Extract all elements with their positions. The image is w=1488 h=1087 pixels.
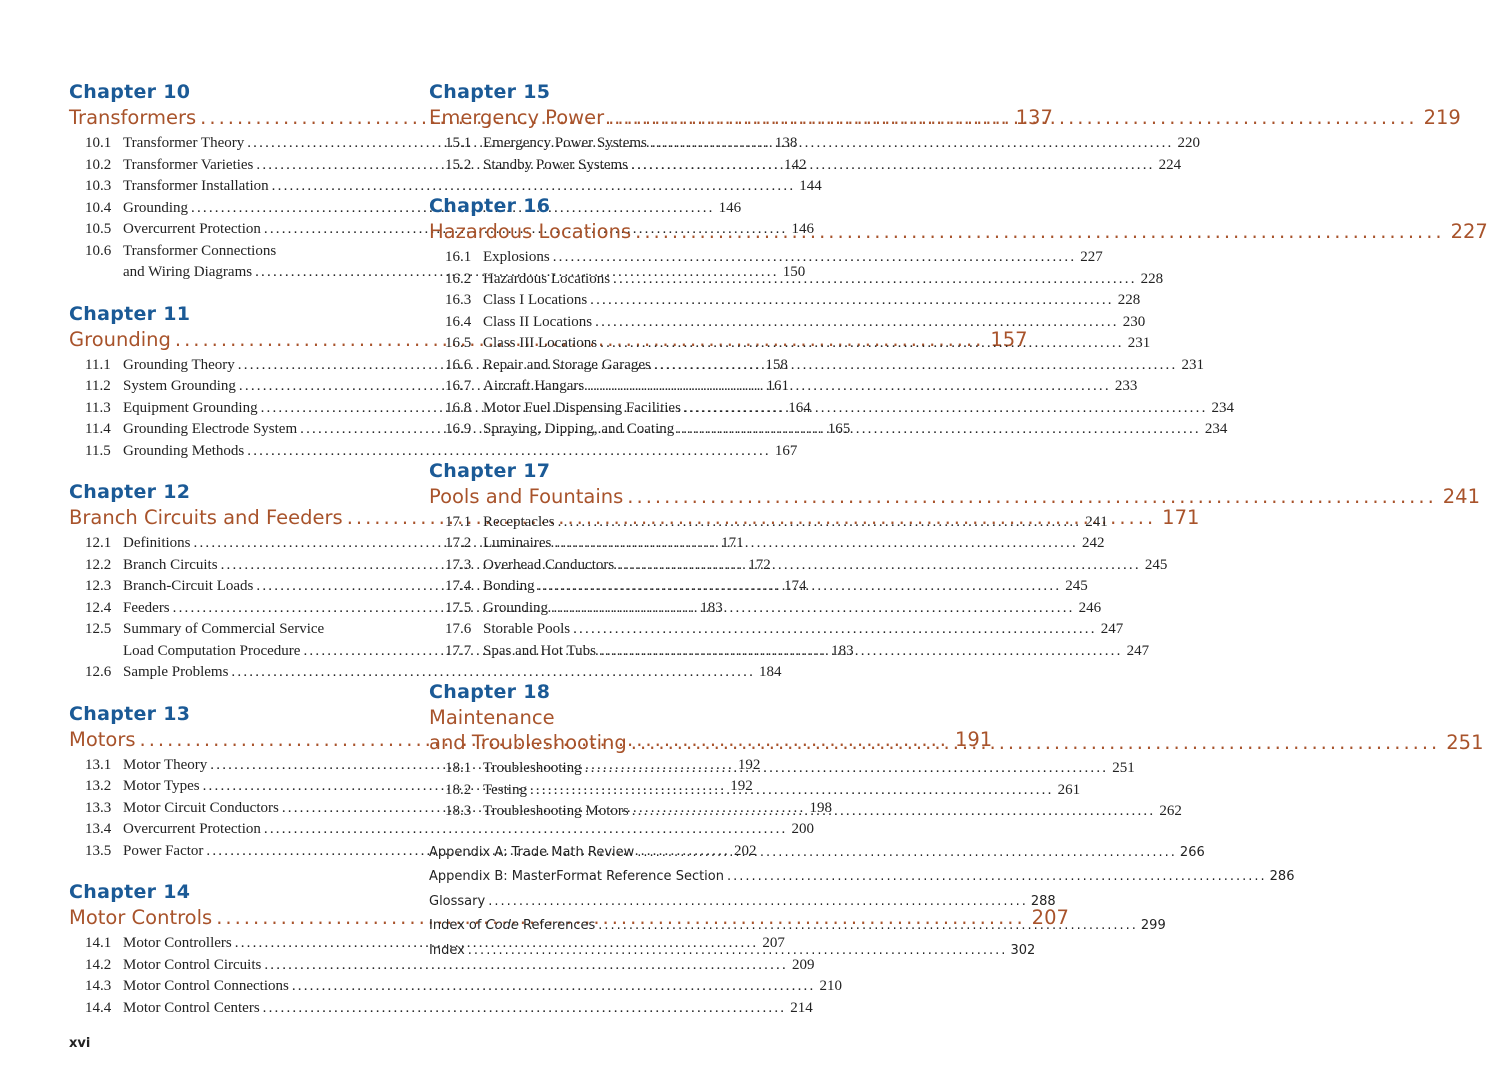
dot-leader (573, 619, 1097, 641)
section-line (483, 133, 1200, 155)
section-page-number: 172 (748, 556, 771, 573)
dot-leader (727, 865, 1267, 890)
section-entry[interactable] (85, 441, 798, 463)
chapter-title-text: Emergency Power (429, 106, 605, 129)
section-number: 10.3 (85, 178, 112, 194)
section-title: Load Computation Procedure (123, 642, 301, 659)
section-title: Transformer Installation (123, 178, 269, 194)
section-page-number: 200 (791, 821, 814, 837)
dot-leader (587, 376, 1111, 398)
chapter-title-text: Motors (69, 727, 136, 751)
section-page-number: 174 (784, 578, 807, 594)
section-number: 12.5 (85, 621, 112, 637)
section-entry[interactable] (445, 758, 1135, 780)
section-page-number: 167 (774, 442, 798, 459)
section-line (483, 290, 1140, 312)
section-body (483, 133, 1200, 155)
section-entry[interactable] (445, 780, 1081, 802)
dot-leader (468, 939, 1008, 964)
back-matter-page-number: 286 (1269, 869, 1295, 884)
section-body (483, 801, 1182, 823)
back-matter-title: Appendix B: MasterFormat Reference Section (429, 869, 724, 884)
section-number: 10.6 (85, 242, 112, 259)
section-page-number: 146 (718, 199, 742, 216)
section-page-number: 228 (1117, 292, 1141, 308)
dot-leader (551, 598, 1075, 620)
back-matter-page-number: 302 (1010, 942, 1036, 958)
dot-leader (598, 914, 1138, 939)
section-entry[interactable] (445, 619, 1124, 641)
section-page-number: 184 (759, 664, 782, 680)
chapter-label: Chapter 18 (429, 681, 551, 703)
section-line (123, 998, 813, 1020)
back-matter-title: Appendix A: Trade Math Review (429, 844, 635, 860)
section-title: Troubleshooting (483, 760, 582, 776)
section-title: Explosions (483, 249, 550, 265)
chapter-page-number: 171 (1162, 506, 1200, 529)
chapter-title-text: Transformers (69, 106, 197, 129)
section-title: Spas and Hot Tubs (483, 642, 596, 659)
section-title: Motor Fuel Dispensing Facilities (483, 399, 681, 416)
chapter-page-number: 191 (954, 727, 993, 751)
chapter-label: Chapter 17 (429, 459, 551, 482)
section-line (483, 355, 1204, 377)
section-page-number: 228 (1140, 270, 1164, 287)
section-title: Aircraft Hangars (483, 378, 585, 394)
section-body (483, 290, 1140, 312)
dot-leader (553, 247, 1077, 269)
section-body (483, 398, 1234, 420)
section-line (483, 801, 1182, 823)
section-title: Feeders (123, 599, 170, 616)
section-number: 18.2 (445, 781, 472, 798)
dot-leader (595, 312, 1119, 334)
back-matter-page-number: 288 (1030, 893, 1056, 909)
section-page-number: 245 (1065, 578, 1088, 594)
section-page-number: 245 (1144, 556, 1168, 573)
section-page-number: 209 (791, 956, 815, 973)
section-body (483, 598, 1101, 620)
section-page-number: 231 (1181, 356, 1204, 373)
section-title: Grounding Methods (123, 442, 245, 459)
dot-leader (488, 890, 1028, 915)
section-title: Motor Control Centers (123, 999, 260, 1016)
back-matter-title: Index (429, 942, 465, 958)
section-title: Grounding (123, 199, 188, 216)
chapter-page-number: 219 (1423, 106, 1461, 129)
section-number: 10.1 (85, 135, 112, 151)
section-title: Grounding Theory (123, 356, 235, 373)
section-title: Bonding (483, 578, 535, 594)
section-number: 17.5 (445, 599, 472, 616)
section-entry[interactable] (445, 555, 1168, 577)
section-page-number: 220 (1177, 135, 1200, 151)
section-page-number: 164 (788, 399, 811, 416)
section-line (483, 419, 1227, 441)
section-number: 17.4 (445, 578, 472, 594)
section-title: Storable Pools (483, 621, 571, 637)
section-entry[interactable] (445, 533, 1105, 555)
section-number: 11.4 (85, 421, 111, 437)
section-title: Class II Locations (483, 313, 593, 330)
chapter-title[interactable] (429, 484, 1480, 509)
section-title: Overcurrent Protection (123, 221, 261, 237)
section-number: 18.1 (445, 760, 472, 776)
dot-leader (632, 801, 1156, 823)
section-body (483, 269, 1163, 291)
back-matter-page-number: 266 (1179, 844, 1205, 860)
back-matter-entry[interactable] (429, 890, 1056, 915)
section-title: Motor Types (123, 778, 200, 794)
section-title: Definitions (123, 535, 191, 551)
section-title: Hazardous Locations (483, 270, 611, 287)
section-number: 12.4 (85, 599, 112, 616)
section-page-number: 210 (819, 978, 842, 994)
section-line (483, 333, 1150, 355)
chapter-title-text: Branch Circuits and Feeders (69, 506, 343, 529)
dot-leader (608, 105, 1417, 130)
section-line (483, 533, 1104, 555)
section-number: 11.2 (85, 378, 111, 394)
section-title: Repair and Storage Garages (483, 356, 651, 373)
section-number: 16.7 (445, 378, 472, 394)
section-page-number: 207 (762, 935, 785, 951)
section-line (483, 376, 1137, 398)
section-number: 13.1 (85, 756, 112, 773)
section-number: 16.9 (445, 421, 472, 437)
chapter-label: Chapter 12 (69, 481, 191, 503)
section-body (483, 376, 1137, 398)
section-page-number: 247 (1126, 642, 1150, 659)
section-number: 14.3 (85, 978, 112, 994)
section-line (483, 780, 1080, 802)
dot-leader (637, 841, 1177, 866)
section-title: Grounding (483, 599, 548, 616)
section-number: 17.1 (445, 513, 472, 530)
section-page-number: 183 (700, 599, 723, 616)
section-line (483, 398, 1234, 420)
chapter-title-text: Motor Controls (69, 906, 213, 929)
section-page-number: 262 (1159, 803, 1182, 819)
section-page-number: 202 (734, 842, 757, 859)
section-number: 15.2 (445, 156, 472, 173)
section-page-number: 231 (1127, 335, 1151, 351)
section-number: 13.2 (85, 778, 112, 794)
chapter-label: Chapter 10 (69, 81, 191, 103)
section-title: Power Factor (123, 842, 204, 859)
back-matter-title: Index of Code References (429, 918, 596, 933)
dot-leader (635, 219, 1444, 244)
section-number: 13.3 (85, 799, 112, 816)
chapter-page-number: 157 (990, 327, 1028, 351)
section-line (483, 619, 1123, 641)
section-title: and Wiring Diagrams (123, 264, 253, 280)
section-body (483, 312, 1145, 334)
dot-leader (684, 398, 1208, 420)
section-body (483, 555, 1167, 577)
chapter-page-number: 251 (1446, 731, 1484, 754)
section-title: Class III Locations (483, 335, 598, 351)
section-body (123, 998, 813, 1020)
section-number: 12.6 (85, 664, 112, 680)
section-number: 13.5 (85, 842, 112, 859)
chapter-page-number: 241 (1442, 484, 1480, 508)
section-line (483, 555, 1167, 577)
section-entry[interactable] (85, 976, 842, 998)
section-line (483, 598, 1101, 620)
dot-leader (613, 269, 1137, 291)
section-page-number: 183 (831, 642, 854, 659)
dot-leader (627, 484, 1436, 509)
section-number: 13.4 (85, 821, 112, 837)
section-page-number: 241 (1085, 513, 1108, 530)
dot-leader (538, 576, 1062, 598)
section-number: 11.5 (85, 442, 111, 459)
chapter-page-number: 137 (1015, 106, 1053, 129)
chapter-label: Chapter 14 (69, 881, 191, 903)
dot-leader (292, 976, 816, 998)
section-number: 17.2 (445, 535, 472, 551)
chapter-title-text: and Troubleshooting (429, 731, 627, 754)
section-line (123, 976, 842, 998)
section-body (483, 641, 1149, 663)
section-title: Troubleshooting Motors (483, 803, 629, 819)
section-title: Motor Theory (123, 756, 208, 773)
section-page-number: 161 (766, 378, 790, 394)
section-entry[interactable] (85, 176, 822, 198)
section-number: 15.1 (445, 135, 472, 151)
section-page-number: 224 (1158, 156, 1182, 173)
section-entry[interactable] (445, 576, 1088, 598)
section-title: Receptacles (483, 513, 555, 530)
section-body (483, 533, 1104, 555)
section-title: Overhead Conductors (483, 556, 615, 573)
dot-leader (263, 998, 787, 1020)
section-page-number: 234 (1211, 399, 1235, 416)
back-matter-page-number: 299 (1140, 918, 1166, 933)
section-number: 14.2 (85, 956, 112, 973)
section-page-number: 251 (1112, 760, 1135, 776)
section-page-number: 144 (799, 178, 822, 194)
dot-leader (650, 133, 1174, 155)
section-title: Sample Problems (123, 664, 229, 680)
section-line (483, 247, 1103, 269)
section-entry[interactable] (85, 819, 814, 841)
dot-leader (530, 780, 1054, 802)
section-line (483, 576, 1088, 598)
section-body (483, 780, 1080, 802)
chapter-label: Chapter 16 (429, 195, 551, 217)
section-page-number: 261 (1057, 781, 1081, 798)
section-entry[interactable] (85, 662, 782, 684)
section-title: Branch Circuits (123, 556, 218, 573)
section-page-number: 198 (809, 799, 832, 816)
section-line (483, 269, 1163, 291)
section-line (483, 641, 1149, 663)
section-title: Standby Power Systems (483, 156, 629, 173)
chapter-page-number: 207 (1031, 906, 1069, 929)
section-entry[interactable] (445, 598, 1102, 620)
section-body (483, 619, 1123, 641)
section-title: Motor Control Connections (123, 978, 289, 994)
section-page-number: 146 (791, 221, 814, 237)
section-entry[interactable] (445, 312, 1146, 334)
chapter-title-text: Maintenance (429, 706, 555, 729)
section-title: Branch-Circuit Loads (123, 578, 254, 594)
section-page-number: 192 (737, 756, 761, 773)
section-page-number: 165 (827, 421, 851, 437)
section-number: 11.3 (85, 399, 111, 416)
italic-word: Code (485, 918, 519, 933)
dot-leader (599, 641, 1123, 663)
chapter-label: Chapter 11 (69, 302, 191, 325)
dot-leader (617, 555, 1141, 577)
section-number: 12.3 (85, 578, 112, 594)
section-title: Class I Locations (483, 292, 588, 308)
section-page-number: 142 (784, 156, 807, 173)
section-title: Overcurrent Protection (123, 821, 261, 837)
section-entry[interactable] (445, 247, 1103, 269)
section-number: 16.5 (445, 335, 472, 351)
section-number: 10.2 (85, 156, 112, 173)
section-page-number: 227 (1080, 249, 1103, 265)
section-title: Grounding Electrode System (123, 421, 298, 437)
section-entry[interactable] (85, 955, 815, 977)
section-number: 16.4 (445, 313, 472, 330)
section-number: 16.6 (445, 356, 472, 373)
section-entry[interactable] (445, 290, 1141, 312)
section-entry[interactable] (85, 998, 813, 1020)
section-title: Transformer Theory (123, 135, 245, 151)
dot-leader (558, 512, 1082, 534)
section-page-number: 247 (1100, 621, 1124, 637)
section-line (483, 758, 1135, 780)
section-number: 17.3 (445, 556, 472, 573)
section-body (483, 333, 1150, 355)
section-title: Luminaires (483, 535, 552, 551)
section-number: 11.1 (85, 356, 111, 373)
section-title: Motor Control Circuits (123, 956, 262, 973)
section-page-number: 233 (1114, 378, 1138, 394)
back-matter-entry[interactable] (429, 865, 1295, 890)
section-line (483, 512, 1108, 534)
section-title: Transformer Varieties (123, 156, 254, 173)
section-number: 17.6 (445, 621, 472, 637)
section-number: 18.3 (445, 803, 472, 819)
chapter-label: Chapter 13 (69, 702, 191, 725)
section-page-number: 192 (730, 778, 753, 794)
dot-leader (585, 758, 1109, 780)
back-matter-entry[interactable] (429, 841, 1205, 866)
section-title: Motor Controllers (123, 935, 232, 951)
section-body (483, 155, 1181, 177)
section-page-number: 234 (1204, 421, 1228, 437)
page-folio: xvi (69, 1036, 91, 1051)
section-page-number: 171 (721, 535, 744, 551)
section-number: 14.4 (85, 999, 112, 1016)
section-body (483, 512, 1108, 534)
chapter-title-text: Hazardous Locations (429, 220, 632, 243)
dot-leader (654, 355, 1178, 377)
section-number: 16.3 (445, 292, 472, 308)
dot-leader (631, 155, 1155, 177)
section-body (483, 355, 1204, 377)
section-number: 12.1 (85, 535, 112, 551)
dot-leader (600, 333, 1124, 355)
section-page-number: 150 (782, 264, 806, 280)
section-title: Motor Circuit Conductors (123, 799, 279, 816)
section-line (483, 155, 1181, 177)
dot-leader (554, 533, 1078, 555)
section-title: Equipment Grounding (123, 399, 258, 416)
section-page-number: 246 (1078, 599, 1102, 616)
section-title: Testing (483, 781, 527, 798)
section-number: 16.8 (445, 399, 472, 416)
section-page-number: 242 (1081, 535, 1105, 551)
section-page-number: 138 (774, 135, 798, 151)
section-page-number: 230 (1122, 313, 1146, 330)
section-number: 10.4 (85, 199, 112, 216)
dot-leader (590, 290, 1114, 312)
chapter-page-number: 227 (1450, 220, 1488, 243)
back-matter-title: Glossary (429, 893, 486, 909)
section-body (483, 576, 1088, 598)
dot-leader (631, 730, 1440, 755)
section-title: Spraying, Dipping, and Coating (483, 421, 675, 437)
section-number: 16.1 (445, 249, 472, 265)
section-number: 14.1 (85, 935, 112, 951)
section-title: System Grounding (123, 378, 236, 394)
section-body (483, 758, 1135, 780)
section-title: Transformer Connections (123, 242, 277, 259)
section-line (483, 312, 1145, 334)
section-number: 16.2 (445, 270, 472, 287)
chapter-title-text: Pools and Fountains (429, 484, 624, 508)
section-number: 10.5 (85, 221, 112, 237)
section-page-number: 158 (765, 356, 788, 373)
chapter-title-text: Grounding (69, 327, 171, 351)
section-body (483, 419, 1227, 441)
chapter-label: Chapter 15 (429, 81, 551, 103)
section-title: Emergency Power Systems (483, 135, 647, 151)
chapter-title-line (429, 705, 763, 730)
section-body (483, 247, 1103, 269)
section-page-number: 214 (790, 999, 813, 1016)
section-number: 12.2 (85, 556, 112, 573)
section-number: 17.7 (445, 642, 472, 659)
dot-leader (677, 419, 1201, 441)
section-body (123, 976, 842, 998)
section-title: Summary of Commercial Service (123, 621, 325, 637)
section-entry[interactable] (445, 512, 1108, 534)
